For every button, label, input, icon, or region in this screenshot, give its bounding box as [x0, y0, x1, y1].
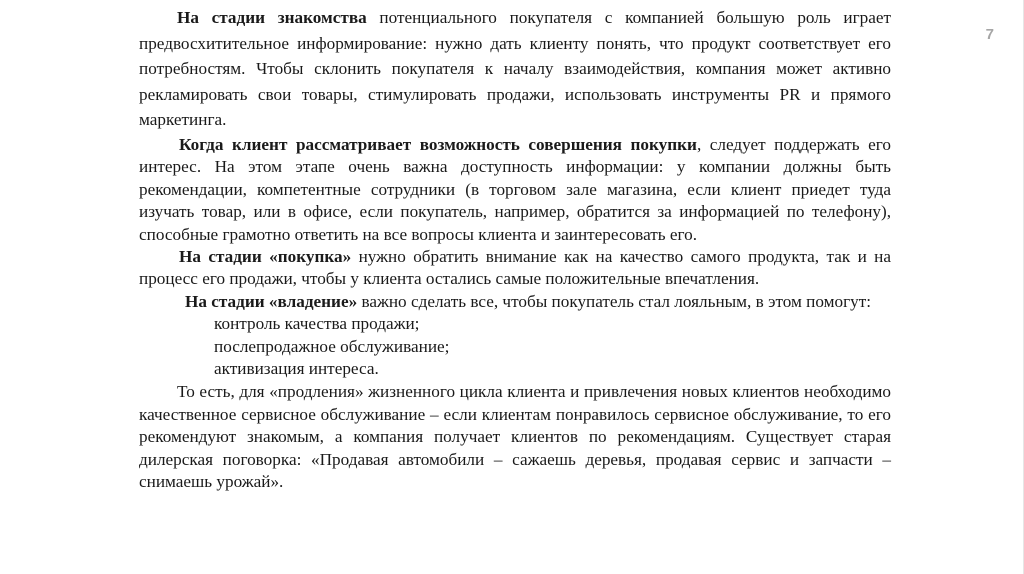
- paragraph-lead: На стадии знакомства: [177, 8, 367, 27]
- paragraph-acquaintance: [139, 5, 891, 133]
- list-item: послепродажное обслуживание;: [214, 336, 450, 356]
- paragraph-conclusion: То есть, для «продления» жизненного цикла клиента и привлечения новых клиентов необходимо качественное сервисное обслуживание – если клиентам понравилось сервисное обслуживание, то его рекомендуют знакомым, а компания получает клиентов по рекомендациям. Существует старая дилерская поговорка: «Продавая автомобили – сажаешь деревья, продавая сервис и запчасти – снимаешь урожай».: [139, 382, 891, 492]
- list-item: контроль качества продажи;: [214, 314, 420, 334]
- document-body: [139, 5, 891, 493]
- paragraph-text: , следует поддержать его интерес. На этом этапе очень важна доступность информации: у компании должны быть рекомендации, компетентные сотрудники (в торговом зале магазина, если клиент приедет туда изучать товар, или в офисе, если покупатель, например, обратится за информацией по телефону), способные грамотно ответить на все вопросы клиента и заинтересовать его.: [139, 134, 891, 244]
- paragraph-lead: На стадии «владение»: [185, 291, 358, 311]
- paragraph-text: важно сделать все, чтобы покупатель стал лояльным, в этом помогут:: [357, 291, 872, 311]
- paragraph-purchase: [139, 246, 891, 291]
- paragraph-ownership: [139, 291, 891, 313]
- page-number: 7: [985, 26, 994, 43]
- paragraph-lead: Когда клиент рассматривает возможность совершения покупки: [179, 134, 697, 154]
- paragraph-consideration: [139, 134, 891, 246]
- paragraph-text: нужно обратить внимание как на качество самого продукта, так и на процесс его продажи, чтобы у клиента остались самые положительные впечатления.: [139, 247, 891, 289]
- paragraph-text: потенциального покупателя с компанией большую роль играет предвосхитительное информирование: нужно дать клиенту понять, что продукт соответствует его потребностям. Чтобы склонить покупателя к началу взаимодействия, компания может активно рекламировать свои товары, стимулировать продажи, использовать инструменты PR и прямого маркетинга.: [139, 8, 891, 130]
- loyalty-measures-list: [139, 313, 891, 380]
- paragraph-lead: На стадии «покупка»: [179, 247, 352, 266]
- list-item: активизация интереса.: [214, 359, 379, 379]
